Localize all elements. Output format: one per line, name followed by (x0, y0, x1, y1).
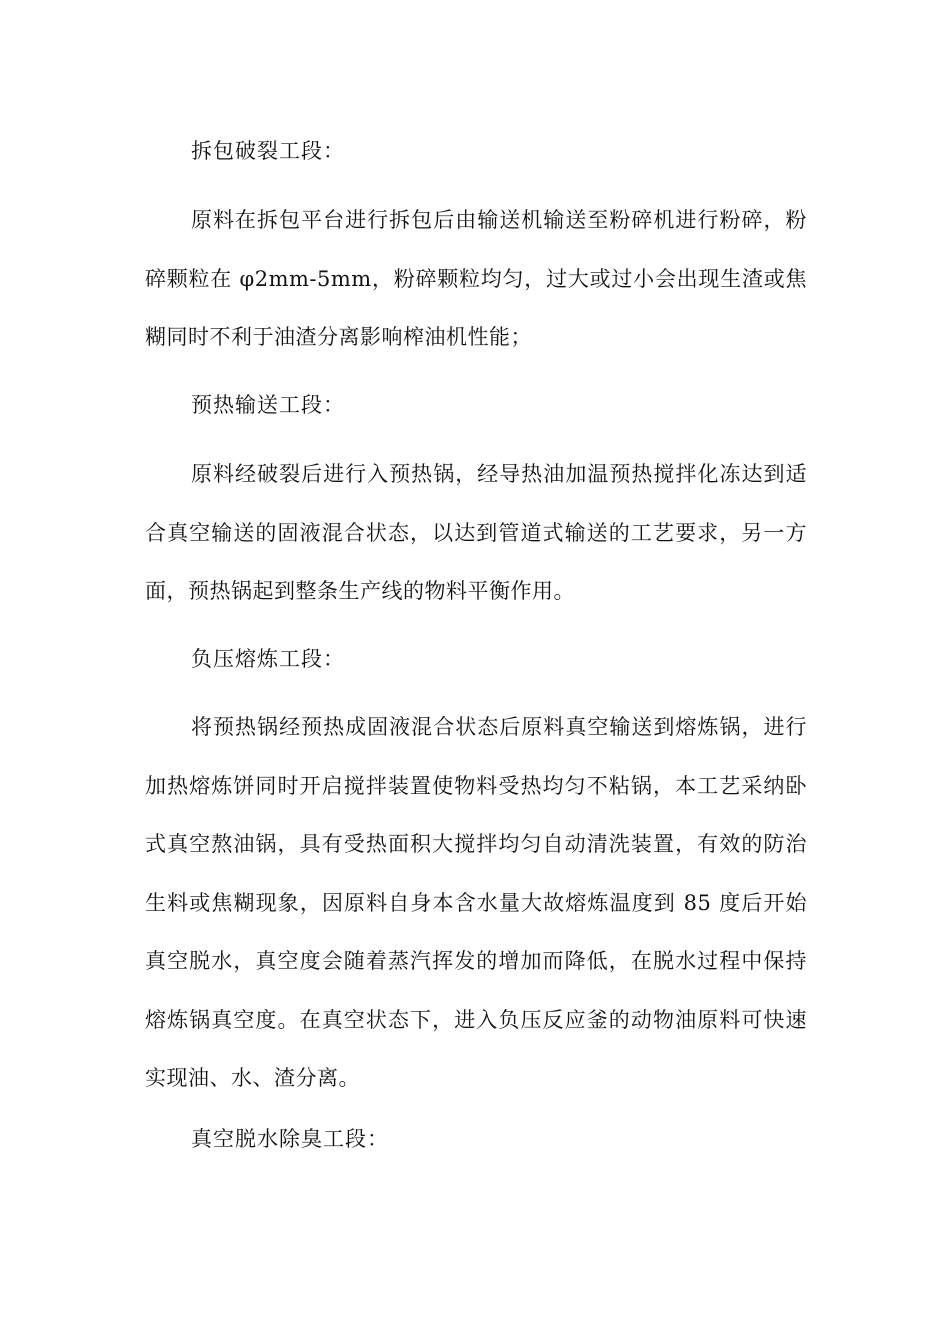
section-heading-unpacking: 拆包破裂工段： (191, 139, 345, 163)
section-heading-preheat: 预热输送工段： (191, 393, 345, 417)
section-heading-dehydration: 真空脱水除臭工段： (191, 1127, 389, 1151)
section-heading-smelting: 负压熔炼工段： (191, 647, 345, 671)
section-body-preheat: 原料经破裂后进行入预热锅，经导热油加温预热搅拌化冻达到适合真空输送的固液混合状态，以达到管道式输送的工艺要求，另一方面，预热锅起到整条生产线的物料平衡作用。 (145, 462, 807, 603)
section-body-unpacking: 原料在拆包平台进行拆包后由输送机输送至粉碎机进行粉碎，粉碎颗粒在 φ2mm-5mm，粉碎颗粒均匀，过大或过小会出现生渣或焦糊同时不利于油渣分离影响榨油机性能； (145, 208, 807, 349)
section-body-smelting: 将预热锅经预热成固液混合状态后原料真空输送到熔炼锅，进行加热熔炼饼同时开启搅拌装置使物料受热均匀不粘锅，本工艺采纳卧式真空熬油锅，具有受热面积大搅拌均匀自动清洗装置，有效的防治生料或焦糊现象，因原料自身本含水量大故熔炼温度到 85 度后开始真空脱水，真空度会随着蒸汽挥发的增加而降低，在脱水过程中保持熔炼锅真空度。在真空状态下，进入负压反应釜的动物油原料可快速实现油、水、渣分离。 (145, 715, 807, 1090)
